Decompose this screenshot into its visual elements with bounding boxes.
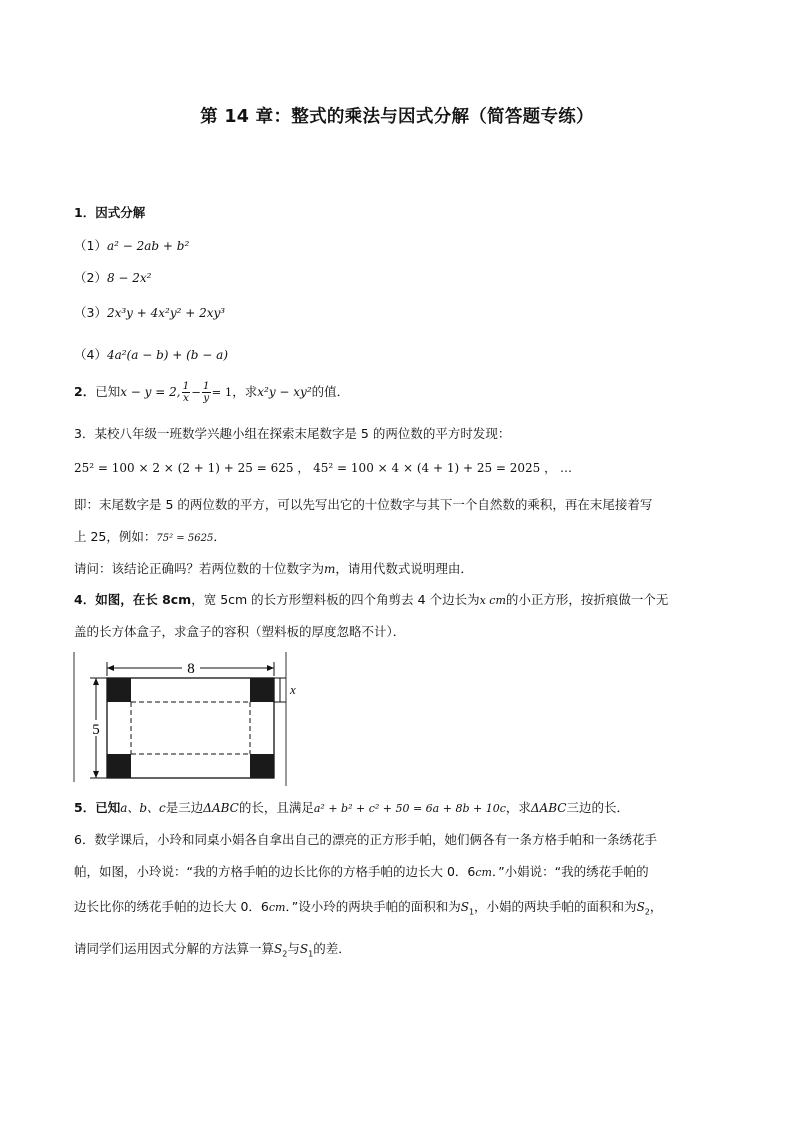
q4-line-1-f: 的小正方形，按折痕做一个无 bbox=[505, 592, 669, 607]
q6-line-4-a: 请同学们运用因式分解的方法算一算 bbox=[74, 941, 275, 956]
q4-line-1 bbox=[74, 592, 668, 609]
q1-item-4 bbox=[74, 347, 228, 363]
q1-item-label: （4） bbox=[74, 347, 107, 362]
q3-line-4-post: ． bbox=[213, 529, 226, 544]
q3-line-5-post: ，请用代数式说明理由． bbox=[335, 561, 473, 576]
q6-line-4 bbox=[74, 941, 351, 963]
q5 bbox=[74, 800, 629, 817]
q2-number: 2． bbox=[74, 384, 96, 399]
q4-width: 5cm bbox=[220, 592, 248, 607]
q1-item-expr: 8 − 2x² bbox=[106, 271, 152, 285]
q6-line-2 bbox=[74, 864, 649, 881]
dimension-label-x: x bbox=[290, 682, 296, 697]
q4-line-1-c: ，宽 bbox=[191, 592, 221, 607]
corner-square-top-right bbox=[250, 678, 274, 702]
arrow-left-icon bbox=[107, 665, 114, 671]
q1-item-label: （1） bbox=[74, 238, 107, 253]
q3-line-3: 即：末尾数字是 5 的两位数的平方，可以先写出它的十位数字与其下一个自然数的乘积，再在末尾接着写 bbox=[74, 497, 653, 512]
corner-square-bottom-left bbox=[107, 754, 131, 778]
q4-line-2: 盖的长方体盒子，求盒子的容积（塑料板的厚度忽略不计）． bbox=[74, 624, 406, 639]
q4-length: 8cm bbox=[162, 592, 192, 607]
q5-pre: 5．已知 bbox=[74, 800, 121, 815]
q6-line-3-d: ， bbox=[649, 899, 663, 914]
q6-s1-subscript: 1 bbox=[468, 907, 475, 917]
q3-line-4-expr: 75² = 5625 bbox=[156, 533, 214, 544]
q1-item-expr: 2x³y + 4x²y² + 2xy³ bbox=[106, 306, 226, 320]
q2-expr-b: x²y − xy² bbox=[257, 385, 312, 399]
q3-line-2: 25² = 100 × 2 × (2 + 1) + 25 = 625 ， 45² = 100 × 4 × (4 + 1) + 25 = 2025 ， … bbox=[74, 461, 572, 475]
q5-post: 三边的长． bbox=[566, 800, 629, 815]
q6-line-4-b: 与 bbox=[287, 941, 300, 956]
q3-line-5 bbox=[74, 561, 473, 577]
q3-line-1: 3．某校八年级一班数学兴趣小组在探索末尾数字是 5 的两位数的平方时发现： bbox=[74, 426, 511, 441]
q5-triangle-2: ΔABC bbox=[530, 801, 567, 815]
q1-heading: 1．因式分解 bbox=[74, 205, 146, 220]
q2-expr-a: x − y = 2, bbox=[120, 385, 181, 399]
dimension-label-5: 5 bbox=[92, 722, 100, 738]
q6-line-3 bbox=[74, 899, 662, 921]
q6-s2: S bbox=[636, 900, 645, 914]
q5-expression: a² + b² + c² + 50 = 6a + 8b + 10c bbox=[313, 802, 506, 815]
corner-square-bottom-right bbox=[250, 754, 274, 778]
q4-line-1-a: 4．如图，在长 bbox=[74, 592, 163, 607]
arrow-up-icon bbox=[93, 678, 99, 685]
q6-s1: S bbox=[299, 942, 309, 956]
q2-post: 的值． bbox=[311, 384, 350, 399]
dimension-label-8: 8 bbox=[187, 661, 195, 677]
q2-mid: ，求 bbox=[232, 384, 258, 399]
q6-s2-subscript: 2 bbox=[282, 949, 288, 959]
arrow-down-icon bbox=[93, 771, 99, 778]
q6-s1-subscript: 1 bbox=[308, 949, 314, 959]
q2-pre: 已知 bbox=[95, 384, 121, 399]
q6-line-3-c: ，小娟的两块手帕的面积和为 bbox=[474, 899, 637, 914]
page-title: 第 14 章：整式的乘法与因式分解（简答题专练） bbox=[200, 107, 594, 127]
q2-eq: = 1 bbox=[211, 385, 233, 399]
q6-s2: S bbox=[274, 942, 283, 956]
q5-triangle: ΔABC bbox=[203, 801, 239, 815]
q6-line-4-c: 的差． bbox=[313, 941, 351, 956]
q6-line-1: 6．数学课后，小玲和同桌小娟各自拿出自己的漂亮的正方形手帕，她们俩各有一条方格手帕和一条绣花手 bbox=[74, 832, 657, 847]
arrow-right-icon bbox=[267, 665, 274, 671]
q3-variable-m: m bbox=[324, 562, 336, 576]
q2-fraction-1: $\frac{1}{x}$ bbox=[182, 380, 190, 404]
board-rectangle bbox=[107, 678, 274, 778]
q1-item-expr: 4a²(a − b) + (b − a) bbox=[106, 348, 229, 362]
q4-figure bbox=[74, 652, 294, 786]
q1-item-1 bbox=[74, 238, 189, 254]
q2-fraction-2: $\frac{1}{y}$ bbox=[202, 380, 210, 404]
q5-mid-2: 的长，且满足 bbox=[238, 800, 314, 815]
q1-item-expr: a² − 2ab + b² bbox=[106, 239, 190, 253]
q3-line-4 bbox=[74, 529, 226, 547]
q4-variable-x: x cm bbox=[479, 594, 506, 607]
q3-line-5-pre: 请问：该结论正确吗？若两位数的十位数字为 bbox=[74, 561, 325, 576]
q3-line-4-pre: 上 25，例如： bbox=[74, 529, 157, 544]
q6-s2-subscript: 2 bbox=[644, 907, 650, 917]
q2 bbox=[74, 380, 349, 404]
q1-item-3 bbox=[74, 305, 225, 321]
q1-item-label: （3） bbox=[74, 305, 107, 320]
q5-mid-3: ，求 bbox=[505, 800, 531, 815]
q1-item-label: （2） bbox=[74, 270, 107, 285]
q6-unit-cm: cm bbox=[475, 866, 492, 879]
q1-item-2 bbox=[74, 270, 151, 286]
q6-line-2-b: ．”小娟说：“我的绣花手帕的 bbox=[491, 864, 649, 879]
q5-mid-1: 是三边 bbox=[165, 800, 204, 815]
q4-line-1-e: 的长方形塑料板的四个角剪去 4 个边长为 bbox=[247, 592, 480, 607]
q6-s1: S bbox=[460, 900, 469, 914]
q6-line-2-a: 帕，如图，小玲说：“我的方格手帕的边长比你的方格手帕的边长大 0．6 bbox=[74, 864, 476, 879]
q6-line-3-a: 边长比你的绣花手帕的边长大 0．6 bbox=[74, 899, 269, 914]
q5-vars: a、b、c bbox=[120, 801, 166, 815]
q6-unit-cm: cm bbox=[268, 901, 286, 914]
q2-minus: − bbox=[191, 385, 201, 399]
corner-square-top-left bbox=[107, 678, 131, 702]
q6-line-3-b: ．”设小玲的两块手帕的面积和为 bbox=[285, 899, 461, 914]
